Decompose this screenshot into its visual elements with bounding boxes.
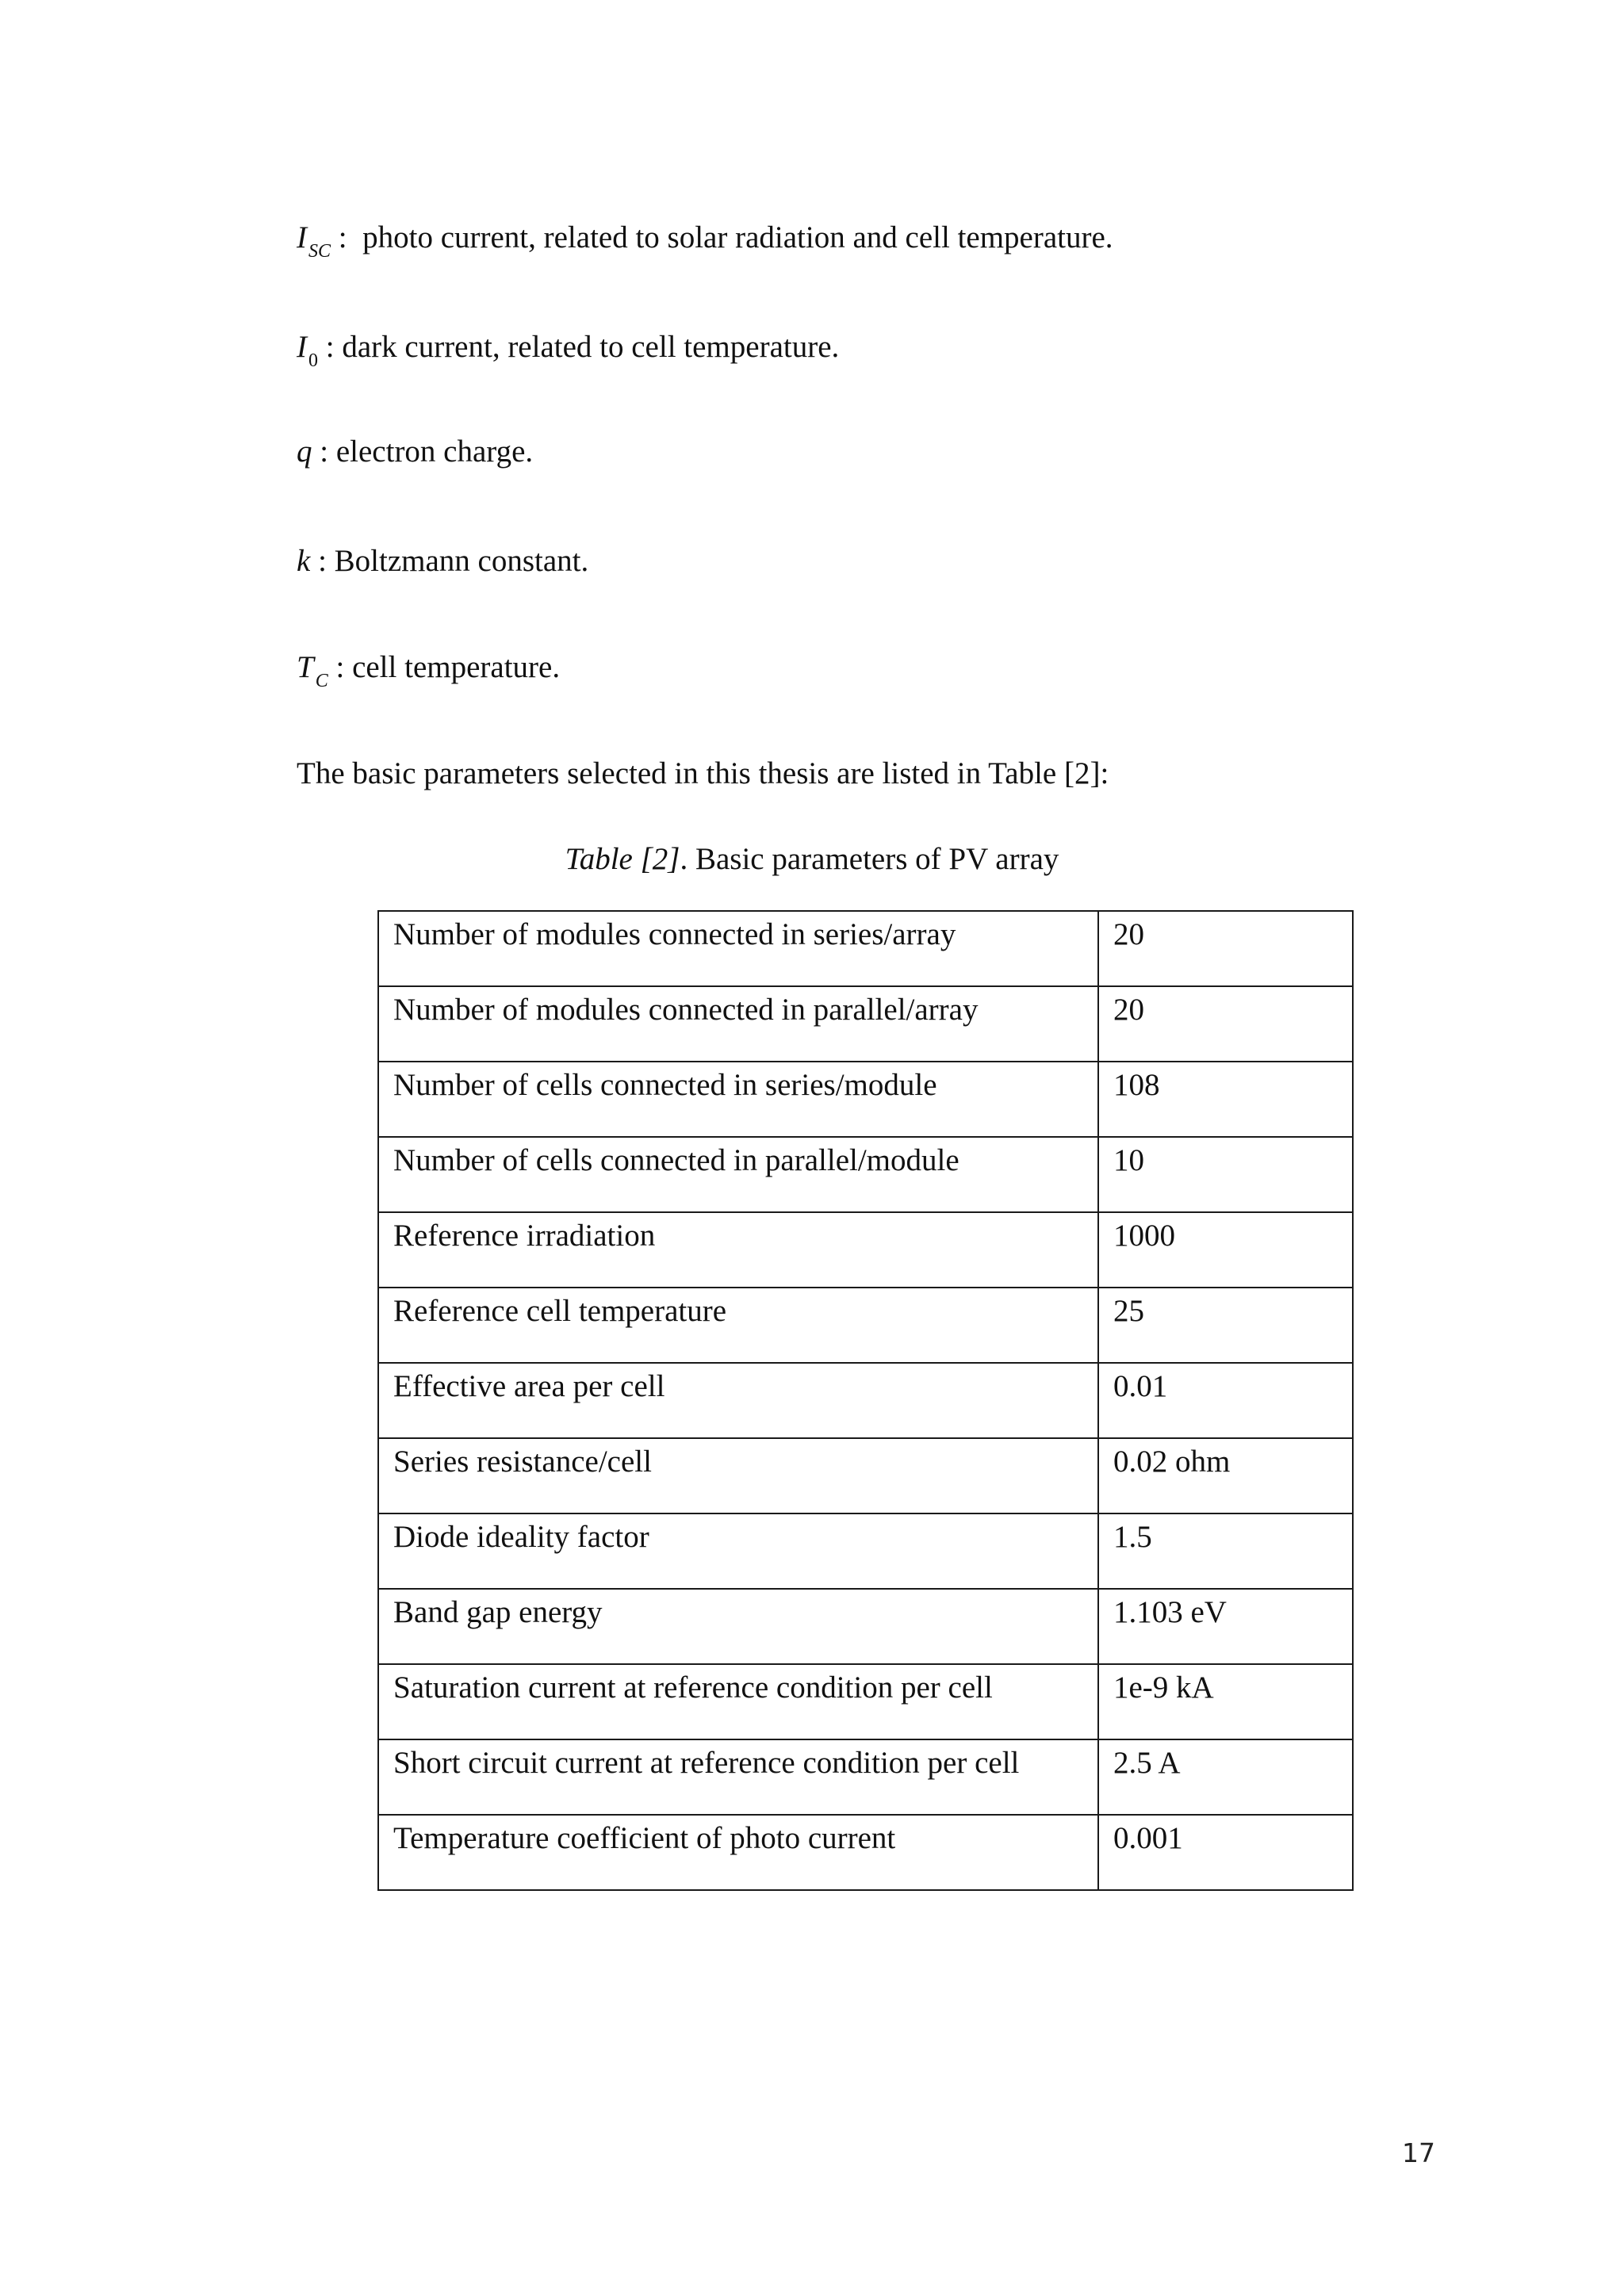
table-row: [378, 911, 1353, 986]
symbol: T: [297, 650, 314, 684]
definition-k: [297, 542, 588, 580]
subscript: C: [315, 671, 328, 691]
parameter-name: Diode ideality factor: [378, 1513, 1098, 1589]
table-row: [378, 1363, 1353, 1438]
table-row: [378, 1739, 1353, 1815]
separator: :: [327, 650, 353, 684]
parameter-value: 10: [1098, 1137, 1353, 1212]
subscript: SC: [308, 241, 331, 262]
table-caption: [0, 840, 1624, 878]
definition-text: dark current, related to cell temperature.: [342, 330, 840, 364]
parameter-name: Saturation current at reference condition per cell: [378, 1664, 1098, 1739]
table-row: [378, 1438, 1353, 1513]
separator: :: [312, 434, 336, 469]
parameter-name: Number of cells connected in parallel/module: [378, 1137, 1098, 1212]
parameter-name: Reference irradiation: [378, 1212, 1098, 1288]
parameter-name: Series resistance/cell: [378, 1438, 1098, 1513]
parameter-value: 25: [1098, 1288, 1353, 1363]
definition-tc: [297, 649, 560, 691]
table-row: [378, 1062, 1353, 1137]
parameter-value: 20: [1098, 986, 1353, 1062]
parameters-table: [377, 910, 1354, 1891]
parameter-value: 1000: [1098, 1212, 1353, 1288]
symbol: I: [297, 330, 307, 364]
symbol: I: [297, 220, 307, 254]
table-row: [378, 1815, 1353, 1890]
separator: :: [318, 330, 343, 364]
table-row: [378, 1513, 1353, 1589]
table-row: [378, 1664, 1353, 1739]
parameter-name: Short circuit current at reference condition per cell: [378, 1739, 1098, 1815]
intro-paragraph: The basic parameters selected in this thesis are listed in Table [2]:: [297, 756, 1109, 790]
definition-text: cell temperature.: [352, 650, 561, 684]
parameter-value: 0.001: [1098, 1815, 1353, 1890]
table-caption-label: Table [2]: [565, 842, 680, 876]
table-row: [378, 1288, 1353, 1363]
parameter-value: 20: [1098, 911, 1353, 986]
parameter-name: Band gap energy: [378, 1589, 1098, 1664]
parameter-value: 1.5: [1098, 1513, 1353, 1589]
separator: :: [310, 544, 335, 578]
symbol: k: [297, 544, 311, 578]
table-row: [378, 986, 1353, 1062]
parameter-value: 1.103 eV: [1098, 1589, 1353, 1664]
definition-text: electron charge.: [335, 434, 534, 469]
parameter-value: 108: [1098, 1062, 1353, 1137]
parameter-name: Temperature coefficient of photo current: [378, 1815, 1098, 1890]
table-caption-text: . Basic parameters of PV array: [680, 842, 1059, 876]
parameter-value: 1e-9 kA: [1098, 1664, 1353, 1739]
definition-text: photo current, related to solar radiation and cell temperature.: [362, 220, 1113, 254]
table-row: [378, 1589, 1353, 1664]
parameter-name: Number of cells connected in series/module: [378, 1062, 1098, 1137]
definition-text: Boltzmann constant.: [334, 544, 589, 578]
parameter-name: Effective area per cell: [378, 1363, 1098, 1438]
table-row: [378, 1137, 1353, 1212]
parameter-name: Reference cell temperature: [378, 1288, 1098, 1363]
symbol: q: [297, 434, 312, 469]
parameter-value: 0.02 ohm: [1098, 1438, 1353, 1513]
parameter-value: 2.5 A: [1098, 1739, 1353, 1815]
definition-isc: [297, 219, 1113, 261]
definition-i0: [297, 328, 839, 370]
separator: :: [331, 220, 363, 254]
subscript: 0: [308, 350, 318, 371]
page-number: 17: [1402, 2137, 1435, 2168]
definition-q: [297, 433, 533, 471]
parameter-name: Number of modules connected in parallel/array: [378, 986, 1098, 1062]
table-row: [378, 1212, 1353, 1288]
parameter-value: 0.01: [1098, 1363, 1353, 1438]
parameter-name: Number of modules connected in series/array: [378, 911, 1098, 986]
